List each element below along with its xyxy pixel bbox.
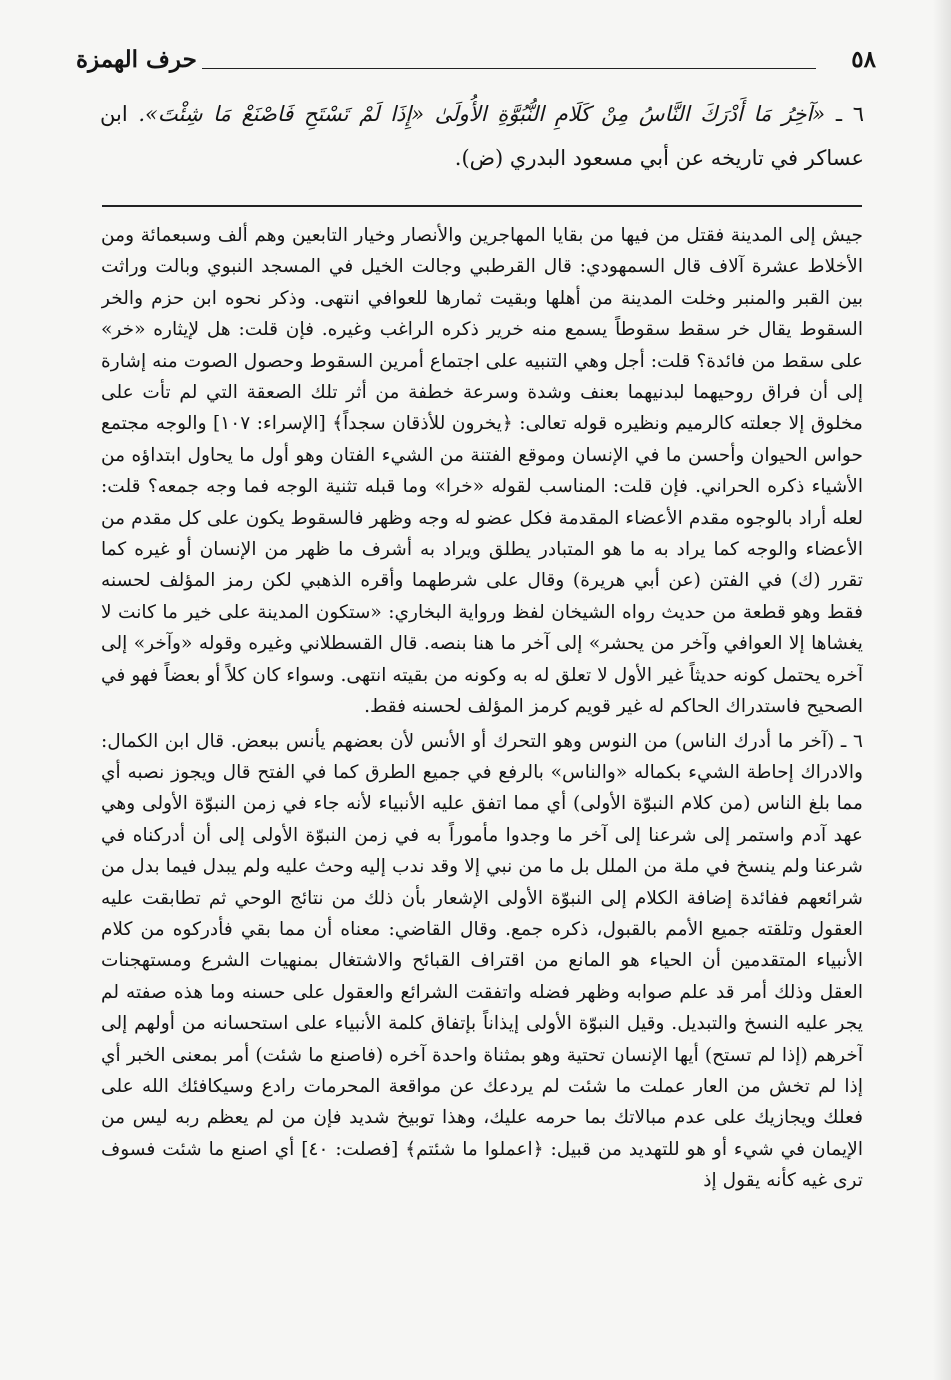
running-title: حرف الهمزة: [76, 46, 197, 73]
page-number: ٥٨: [851, 46, 876, 73]
hadith-source: ابن عساكر في تاريخه عن أبي مسعود البدري (ض).: [100, 102, 864, 170]
footnote-divider: [102, 205, 862, 207]
page-edge-shadow: [933, 0, 951, 1380]
commentary-block: [101, 220, 863, 1350]
commentary-paragraph-hadith-6: ٦ ـ (آخر ما أدرك الناس) من النوس وهو التحرك أو الأنس لأن بعضهم يأنس ببعض. قال ابن الكمال: والادراك إحاطة الشيء بكماله «والناس» بالرفع في جميع الطرق كما في الفتح قال ويجوز نصبه أي مما بلغ الناس (من كلام النبوّة الأولى) أي مما اتفق عليه الأنبياء لأنه جاء في زمن النبوّة الأولى وهي عهد آدم واستمر إلى شرعنا إلى آخر ما وجدوا مأموراً به في زمن النبوّة الأولى إلى أن أدركناه في شرعنا ولم ينسخ في ملة من الملل بل ما من نبي إلا وقد ندب إليه وحث عليه ولم يبدل فيما بدل من شرائعهم ففائدة إضافة الكلام إلى النبوّة الأولى الإشعار بأن ذلك من نتائج الوحي ثم تطابقت عليه العقول وتلقته جميع الأمم بالقبول، ذكره جمع. وقال القاضي: معناه أن مما بقي فأدركوه من كلام الأنبياء المتقدمين أن الحياء هو المانع من اقتراف القبائح والاشتغال بمنهيات الشرع ومستهجنات العقل وذلك أمر قد علم صوابه وظهر فضله واتفقت الشرائع والعقول على حسنه وما هذه صفته لم يجر عليه النسخ والتبديل. وقيل النبوّة الأولى إيذاناً بإتفاق كلمة الأنبياء على استحسانه من أولهم إلى آخرهم (إذا لم تستح) أيها الإنسان تحتية وهو بمثناة واحدة آخره (فاصنع ما شئت) أمر بمعنى الخبر أي إذا لم تخش من العار عملت ما شئت لم يردعك عن مواقعة المحرمات رادع وسيكافئك الله على فعلك ويجازيك على عدم مبالاتك بما حرمه عليك، وهذا توبيخ شديد فإن من لم يعظم ربه ليس من الإيمان في شيء أو هو للتهديد من قبيل: ﴿اعملوا ما شئتم﴾ [فصلت: ٤٠] أي اصنع ما شئت فسوف ترى غيه كأنه يقول إذ: [101, 730, 863, 1192]
hadith-text-block: [100, 92, 864, 180]
hadith-matn: «آخِرُ مَا أَدْرَكَ النَّاسُ مِنْ كَلَامِ النُّبُوَّةِ الأُولَىٰ «إِذَا لَمْ تَسْتَحِ فَاصْنَعْ مَا شِئْتَ».: [138, 102, 826, 126]
commentary-paragraph-continued: جيش إلى المدينة فقتل من فيها من بقايا المهاجرين والأنصار وخيار التابعين وهم ألف وسبعمائة ومن الأخلاط عشرة آلاف قال السمهودي: قال القرطبي وجالت الخيل في المسجد النبوي وبالت وراثت بين القبر والمنبر وخلت المدينة من أهلها وبقيت ثمارها للعوافي انتهى. وذكر نحوه ابن حزم والخر السقوط يقال خر سقط سقوطاً يسمع منه خرير ذكره الراغب وغيره. فإن قلت: هل لإيثاره «خر» على سقط من فائدة؟ قلت: أجل وهي التنبيه على اجتماع أمرين السقوط وحصول الصوت منه إشارة إلى أن فراق روحيهما لبدنيهما بعنف وشدة وسرعة خطفة من أثر تلك الصعقة التي لم تأت على مخلوق إلا جعلته كالرميم ونظيره قوله تعالى: ﴿يخرون للأذقان سجداً﴾ [الإسراء: ١٠٧] والوجه مجتمع حواس الحيوان وأحسن ما في الإنسان وموقع الفتنة من الشيء الفتان وهو أول ما يحاول ابتداؤه من الأشياء ذكره الحراني. فإن قلت: المناسب لقوله «خرا» وما قبله تثنية الوجه فما وجه جمعه؟ قلت: لعله أراد بالوجوه مقدم الأعضاء المقدمة فكل عضو له وجه وظهر فالسقوط يكون على كل مقدم من الأعضاء والوجه كما يراد به ما هو المتبادر يطلق ويراد به أشرف ما ظهر من الإنسان أو غيره كما تقرر (ك) في الفتن (عن أبي هريرة) وقال على شرطهما وأقره الذهبي لكن رمز المؤلف لحسنه فقط وهو قطعة من حديث رواه الشيخان لفظ ورواية البخاري: «ستكون المدينة على خير ما كانت لا يغشاها إلا العوافي وآخر من يحشر» إلى آخر ما هنا بنصه. قال القسطلاني وغيره وقوله «وآخر» إلى آخره يحتمل كونه حديثاً غير الأول لا تعلق له به وكونه من بقيته انتهى. وسواء كان كلاً أو بعضاً فهو في الصحيح فاستدراك الحاكم له غير قويم كرمز المؤلف لحسنه فقط.: [101, 225, 863, 718]
header-rule: [202, 68, 816, 69]
hadith-number: ٦ ـ: [835, 102, 864, 126]
page-header: [76, 42, 876, 82]
